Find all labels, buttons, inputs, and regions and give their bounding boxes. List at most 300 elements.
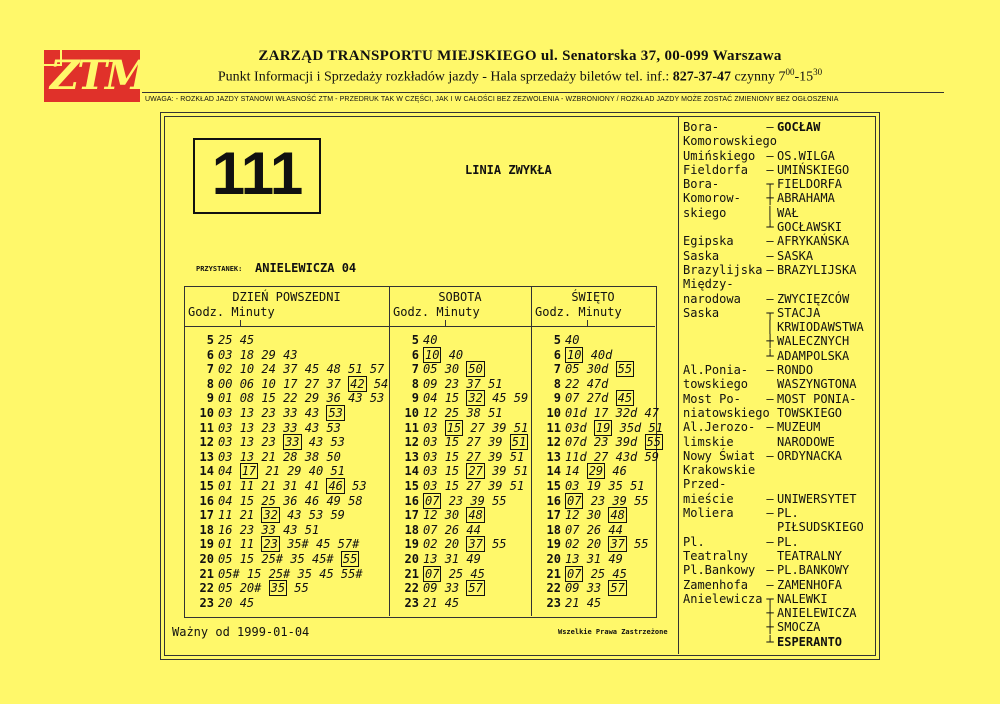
minute-boxed: 37 xyxy=(610,537,625,552)
minute: 07 xyxy=(423,522,438,537)
minute: 01 xyxy=(218,537,233,552)
minute: 05 xyxy=(218,551,233,566)
minute: 55 xyxy=(294,581,309,596)
timetable-row xyxy=(188,450,388,465)
minutes xyxy=(561,450,659,465)
minute: 55 xyxy=(634,537,649,552)
timetable-row xyxy=(393,581,528,596)
minute-boxed: 46 xyxy=(328,478,343,493)
minute: 27 xyxy=(466,435,481,450)
timetable-row xyxy=(535,348,663,363)
route-street: Pl.Bankowy xyxy=(683,563,756,578)
route-stop: PIŁSUDSKIEGO xyxy=(777,520,864,535)
minute: 08 xyxy=(239,391,255,406)
minute: 05 xyxy=(423,362,438,377)
minutes xyxy=(419,508,485,523)
hour: 16 xyxy=(404,493,419,508)
minutes xyxy=(419,464,528,479)
section-subheader: Godz. Minuty xyxy=(188,305,275,319)
minute: 36 xyxy=(283,493,298,508)
minute: 51 xyxy=(513,464,529,479)
minute: 39 xyxy=(612,493,627,508)
minutes xyxy=(214,450,341,465)
minutes xyxy=(561,435,663,450)
route-row xyxy=(683,392,871,406)
timetable-row xyxy=(535,421,663,436)
minutes xyxy=(561,494,649,509)
minute: 04 xyxy=(218,493,233,508)
minute: 39 xyxy=(488,435,503,450)
timetable-row xyxy=(393,362,528,377)
header-title: ZARZĄD TRANSPORTU MIEJSKIEGO ul. Senatorska 37, 00-099 Warszawa xyxy=(258,48,782,64)
minutes xyxy=(214,581,309,596)
minute: 11 xyxy=(239,537,255,552)
minute: 15 xyxy=(444,478,460,493)
timetable-row xyxy=(188,537,388,552)
minutes xyxy=(419,406,503,421)
minute: 20# xyxy=(239,581,262,596)
route-row xyxy=(683,563,871,577)
route-row xyxy=(683,234,871,248)
timetable-row xyxy=(393,479,528,494)
minutes xyxy=(561,523,623,538)
section-separator xyxy=(389,286,390,616)
route-street: Brazylijska xyxy=(683,262,763,277)
route-connector: – xyxy=(766,563,774,578)
hour: 17 xyxy=(199,508,214,523)
timetable-row xyxy=(393,596,528,611)
section-header-rule xyxy=(389,326,531,327)
timetable-row xyxy=(535,567,663,582)
minute: 37 xyxy=(283,362,298,377)
route-street: Fieldorfa xyxy=(683,162,749,177)
minute: 53 xyxy=(352,478,367,493)
minute: 30d xyxy=(586,362,609,377)
timetable-row xyxy=(535,523,663,538)
minute: 00 xyxy=(218,376,233,391)
minutes xyxy=(419,377,503,392)
minute: 53 xyxy=(330,435,345,450)
minute: 41 xyxy=(304,478,320,493)
minute: 03 xyxy=(218,420,233,435)
minutes xyxy=(561,479,645,494)
hour: 9 xyxy=(553,391,561,406)
minute: 22 xyxy=(283,391,298,406)
hour: 7 xyxy=(553,362,561,377)
minute-boxed: 29 xyxy=(588,464,604,479)
minute: 51 xyxy=(630,478,645,493)
minute: 04 xyxy=(423,391,438,406)
minute-boxed: 32 xyxy=(263,508,278,523)
minute: 44 xyxy=(466,522,481,537)
minute: 43 xyxy=(304,405,320,420)
minutes xyxy=(561,596,601,611)
minute: 45 xyxy=(304,362,320,377)
minute: 49 xyxy=(326,493,341,508)
minute: 06 xyxy=(239,376,255,391)
hour: 17 xyxy=(404,508,419,523)
hour: 5 xyxy=(411,333,419,347)
minute: 13 xyxy=(239,435,255,450)
route-connector: – xyxy=(766,363,774,378)
minute-boxed: 51 xyxy=(511,435,527,450)
timetable-row xyxy=(535,406,663,421)
timetable-row xyxy=(535,450,663,465)
timetable-row xyxy=(535,479,663,494)
minute: 09 xyxy=(423,376,438,391)
route-street: Al.Ponia- xyxy=(683,363,749,378)
minutes xyxy=(419,567,485,582)
route-stop: RONDO xyxy=(777,363,814,378)
timetable-row xyxy=(188,391,388,406)
minute: 21 xyxy=(265,464,280,479)
timetable-row xyxy=(393,523,528,538)
route-row xyxy=(683,263,871,277)
minute: 55# xyxy=(340,566,363,581)
minute: 17 xyxy=(283,376,298,391)
minute: 40 xyxy=(423,333,438,347)
minute: 58 xyxy=(348,493,363,508)
minute: 45 xyxy=(586,595,602,610)
route-connector: ┬ xyxy=(766,591,774,606)
hour: 18 xyxy=(404,522,419,537)
hour: 15 xyxy=(199,478,214,493)
minute: 23 xyxy=(261,420,276,435)
minute: 13 xyxy=(565,551,580,566)
minute: 19 xyxy=(586,478,602,493)
minute: 03d xyxy=(565,420,587,435)
timetable-row xyxy=(535,537,663,552)
minute: 14 xyxy=(565,464,580,479)
minute: 13 xyxy=(239,449,255,464)
timetable-row xyxy=(393,567,528,582)
minute-boxed: 07 xyxy=(425,566,440,581)
minute: 23 xyxy=(261,435,276,450)
minute: 33 xyxy=(261,522,276,537)
route-connector: ┬ xyxy=(766,305,774,320)
route-street: skiego xyxy=(683,205,727,220)
hour: 8 xyxy=(206,376,214,391)
minute: 15 xyxy=(239,551,255,566)
hour: 22 xyxy=(546,581,561,596)
route-stop: ANIELEWICZA xyxy=(777,606,857,621)
minute: 01 xyxy=(218,391,233,406)
minute-boxed: 17 xyxy=(241,464,257,479)
minute-boxed: 23 xyxy=(263,537,278,552)
minute: 38 xyxy=(304,449,320,464)
minutes xyxy=(561,581,627,596)
timetable-row xyxy=(393,435,528,450)
hour: 10 xyxy=(404,405,419,420)
minutes xyxy=(214,406,345,421)
minute: 53 xyxy=(369,391,385,406)
minute-boxed: 53 xyxy=(328,405,343,420)
route-row xyxy=(683,420,871,434)
section-separator xyxy=(531,286,532,616)
route-row xyxy=(683,306,871,320)
timetable-row xyxy=(188,523,388,538)
minute: 48 xyxy=(326,362,341,377)
minutes xyxy=(214,567,363,582)
minute: 04 xyxy=(218,464,233,479)
minute: 02 xyxy=(218,362,233,377)
route-row xyxy=(683,191,871,205)
minute: 25 xyxy=(218,333,233,347)
minute: 18 xyxy=(239,347,255,362)
minute: 45# xyxy=(311,551,334,566)
timetable-row xyxy=(393,537,528,552)
timetable-row xyxy=(535,494,663,509)
minutes xyxy=(214,391,384,406)
route-connector: – xyxy=(766,234,774,249)
minute: 13 xyxy=(423,551,438,566)
route-row xyxy=(683,249,871,263)
minute: 40 xyxy=(308,464,324,479)
minutes xyxy=(214,435,345,450)
minute: 59 xyxy=(330,508,345,523)
minute-boxed: 55 xyxy=(617,362,633,377)
minutes xyxy=(561,333,579,348)
hour: 23 xyxy=(546,595,561,610)
minute: 12 xyxy=(565,508,580,523)
minute: 29 xyxy=(304,391,320,406)
ztm-logo xyxy=(44,50,148,102)
route-row xyxy=(683,606,871,620)
route-stop: AFRYKAŃSKA xyxy=(777,234,850,249)
minute: 51 xyxy=(330,464,345,479)
minute: 27 xyxy=(593,449,609,464)
minute-boxed: 48 xyxy=(610,508,625,523)
minute: 33 xyxy=(586,581,602,596)
minute: 21 xyxy=(261,449,276,464)
minute: 05 xyxy=(565,362,580,377)
route-street: Bora- xyxy=(683,120,720,134)
minute-boxed: 35 xyxy=(270,581,286,596)
minute: 03 xyxy=(423,420,438,435)
minute: 51 xyxy=(488,376,503,391)
godz-separator xyxy=(587,320,588,326)
hour: 21 xyxy=(404,566,419,581)
hour: 7 xyxy=(206,362,214,377)
route-stop: ZAMENHOFA xyxy=(777,577,843,592)
minute: 24 xyxy=(261,362,276,377)
section-rows xyxy=(393,333,528,610)
minute: 46 xyxy=(612,464,627,479)
route-stop: WASZYNGTONA xyxy=(777,377,857,392)
minute: 45 xyxy=(470,566,485,581)
hour: 23 xyxy=(404,595,419,610)
minute: 39 xyxy=(470,493,485,508)
section-rows xyxy=(188,333,388,610)
timetable-row xyxy=(188,333,388,348)
section-rows xyxy=(535,333,663,610)
minute: 13 xyxy=(239,405,255,420)
minute: 25 xyxy=(448,566,464,581)
minute-boxed: 10 xyxy=(425,347,440,362)
minute: 15 xyxy=(444,464,460,479)
section-subheader: Godz. Minuty xyxy=(393,305,480,319)
minute-boxed: 57 xyxy=(468,581,483,596)
header-warning: UWAGA: - ROZKŁAD JAZDY STANOWI WŁASNOŚĆ ZTM - PRZEDRUK TAK W CZĘŚCI, JAK I W CAŁOŚCI BEZ ZEZWOLENIA - WZBRONIONY / ROZKŁAD JAZDY MOŻE ZOSTAĆ ZMIENIONY BEZ OGŁOSZENIA xyxy=(145,96,839,103)
route-stop: KRWIODAWSTWA xyxy=(777,320,864,335)
minute: 27 xyxy=(466,478,481,493)
minute-boxed: 57 xyxy=(610,581,625,596)
route-stop: ESPERANTO xyxy=(777,634,843,649)
minute: 43d xyxy=(615,449,638,464)
minute: 09 xyxy=(423,581,438,596)
route-row xyxy=(683,277,871,291)
route-street: Komorow- xyxy=(683,191,741,206)
minute: 15 xyxy=(444,435,460,450)
hour: 19 xyxy=(199,537,214,552)
minute-boxed: 32 xyxy=(468,391,483,406)
minute: 09 xyxy=(565,581,580,596)
minute: 05 xyxy=(218,581,233,596)
minute-boxed: 10 xyxy=(567,347,582,362)
minute: 07d xyxy=(565,435,587,450)
minute: 01d xyxy=(565,405,587,420)
minutes xyxy=(214,377,388,392)
minute: 45 xyxy=(612,566,627,581)
route-street: Anielewicza xyxy=(683,591,763,606)
minutes xyxy=(419,581,485,596)
route-street: Komorowskiego xyxy=(683,134,777,149)
minute: 22 xyxy=(565,376,580,391)
minute: 03 xyxy=(218,405,233,420)
minutes xyxy=(419,523,481,538)
minute: 15 xyxy=(239,493,255,508)
hour: 14 xyxy=(199,464,214,479)
route-row xyxy=(683,535,871,549)
route-row xyxy=(683,320,871,334)
hour: 22 xyxy=(404,581,419,596)
minute: 43 xyxy=(283,347,298,362)
route-street: Nowy Świat xyxy=(683,448,756,463)
timetable-row xyxy=(535,377,663,392)
minute: 11d xyxy=(565,449,587,464)
minute: 35d xyxy=(619,420,642,435)
hour: 21 xyxy=(546,566,561,581)
section-title: DZIEŃ POWSZEDNI xyxy=(232,290,341,304)
route-row xyxy=(683,549,871,563)
minute: 47d xyxy=(586,376,609,391)
minute-boxed: 55 xyxy=(646,435,661,450)
minute: 45 xyxy=(444,595,460,610)
godz-separator xyxy=(445,320,446,326)
timetable-row xyxy=(393,377,528,392)
minute: 31 xyxy=(283,478,298,493)
hour: 17 xyxy=(546,508,561,523)
timetable-row xyxy=(188,362,388,377)
route-stop: TEATRALNY xyxy=(777,548,843,563)
minutes xyxy=(214,508,345,523)
minute-boxed: 45 xyxy=(617,391,633,406)
minute: 21 xyxy=(423,595,438,610)
timetable-row xyxy=(393,406,528,421)
route-connector: – xyxy=(766,491,774,506)
route-connector: ┴ xyxy=(766,220,774,235)
route-row xyxy=(683,492,871,506)
timetable-row xyxy=(188,479,388,494)
timetable-row xyxy=(188,377,388,392)
route-connector: – xyxy=(766,162,774,177)
timetable-row xyxy=(535,508,663,523)
route-street: Pl. xyxy=(683,534,705,549)
hour: 9 xyxy=(411,391,419,406)
minute: 01 xyxy=(218,478,233,493)
timetable-row xyxy=(393,552,528,567)
hour: 20 xyxy=(404,551,419,566)
minute: 27 xyxy=(466,449,481,464)
minute: 59 xyxy=(513,391,529,406)
minute: 46 xyxy=(304,493,320,508)
hour: 12 xyxy=(404,435,419,450)
route-row xyxy=(683,120,871,134)
minute: 11 xyxy=(239,478,255,493)
route-row xyxy=(683,134,871,148)
minute: 11 xyxy=(218,508,233,523)
minute-boxed: 07 xyxy=(567,566,582,581)
minute: 02 xyxy=(565,537,580,552)
timetable-row xyxy=(535,596,663,611)
timetable-row xyxy=(393,494,528,509)
route-stop: UMIŃSKIEGO xyxy=(777,162,850,177)
minute: 10 xyxy=(261,376,276,391)
route-connector: – xyxy=(766,506,774,521)
timetable-row xyxy=(535,362,663,377)
minute: 39 xyxy=(492,420,507,435)
minute-boxed: 37 xyxy=(468,537,483,552)
route-row xyxy=(683,334,871,348)
section-header-rule xyxy=(531,326,655,327)
route-street: Saska xyxy=(683,305,720,320)
route-stop: WALECZNYCH xyxy=(777,334,850,349)
timetable-row xyxy=(188,552,388,567)
minute: 23 xyxy=(593,435,609,450)
route-stop: SASKA xyxy=(777,248,814,263)
minutes xyxy=(419,450,524,465)
timetable-row xyxy=(393,391,528,406)
line-type: LINIA ZWYKŁA xyxy=(465,163,552,177)
minutes xyxy=(561,421,663,436)
route-stop: ZWYCIĘZCÓW xyxy=(777,291,850,306)
minute-boxed: 50 xyxy=(468,362,483,377)
route-connector: – xyxy=(766,148,774,163)
route-row xyxy=(683,377,871,391)
minutes xyxy=(561,552,623,567)
route-stop: PL. xyxy=(777,534,799,549)
route-street: Saska xyxy=(683,248,720,263)
minute: 40 xyxy=(565,333,580,347)
timetable-row xyxy=(188,596,388,611)
minute: 13 xyxy=(239,420,255,435)
hour: 20 xyxy=(546,551,561,566)
route-connector: – xyxy=(766,248,774,263)
hour: 6 xyxy=(411,347,419,362)
hour: 20 xyxy=(199,551,214,566)
hour: 10 xyxy=(546,405,561,420)
minute: 51 xyxy=(509,449,525,464)
hour: 13 xyxy=(199,449,214,464)
route-stop: SMOCZA xyxy=(777,620,821,635)
route-stop: GOCŁAW xyxy=(777,120,821,134)
minute: 45 xyxy=(239,595,255,610)
route-row xyxy=(683,449,871,463)
minute: 29 xyxy=(261,347,276,362)
section-title: SOBOTA xyxy=(438,290,482,304)
hour: 15 xyxy=(404,478,419,493)
minute: 15 xyxy=(261,391,276,406)
